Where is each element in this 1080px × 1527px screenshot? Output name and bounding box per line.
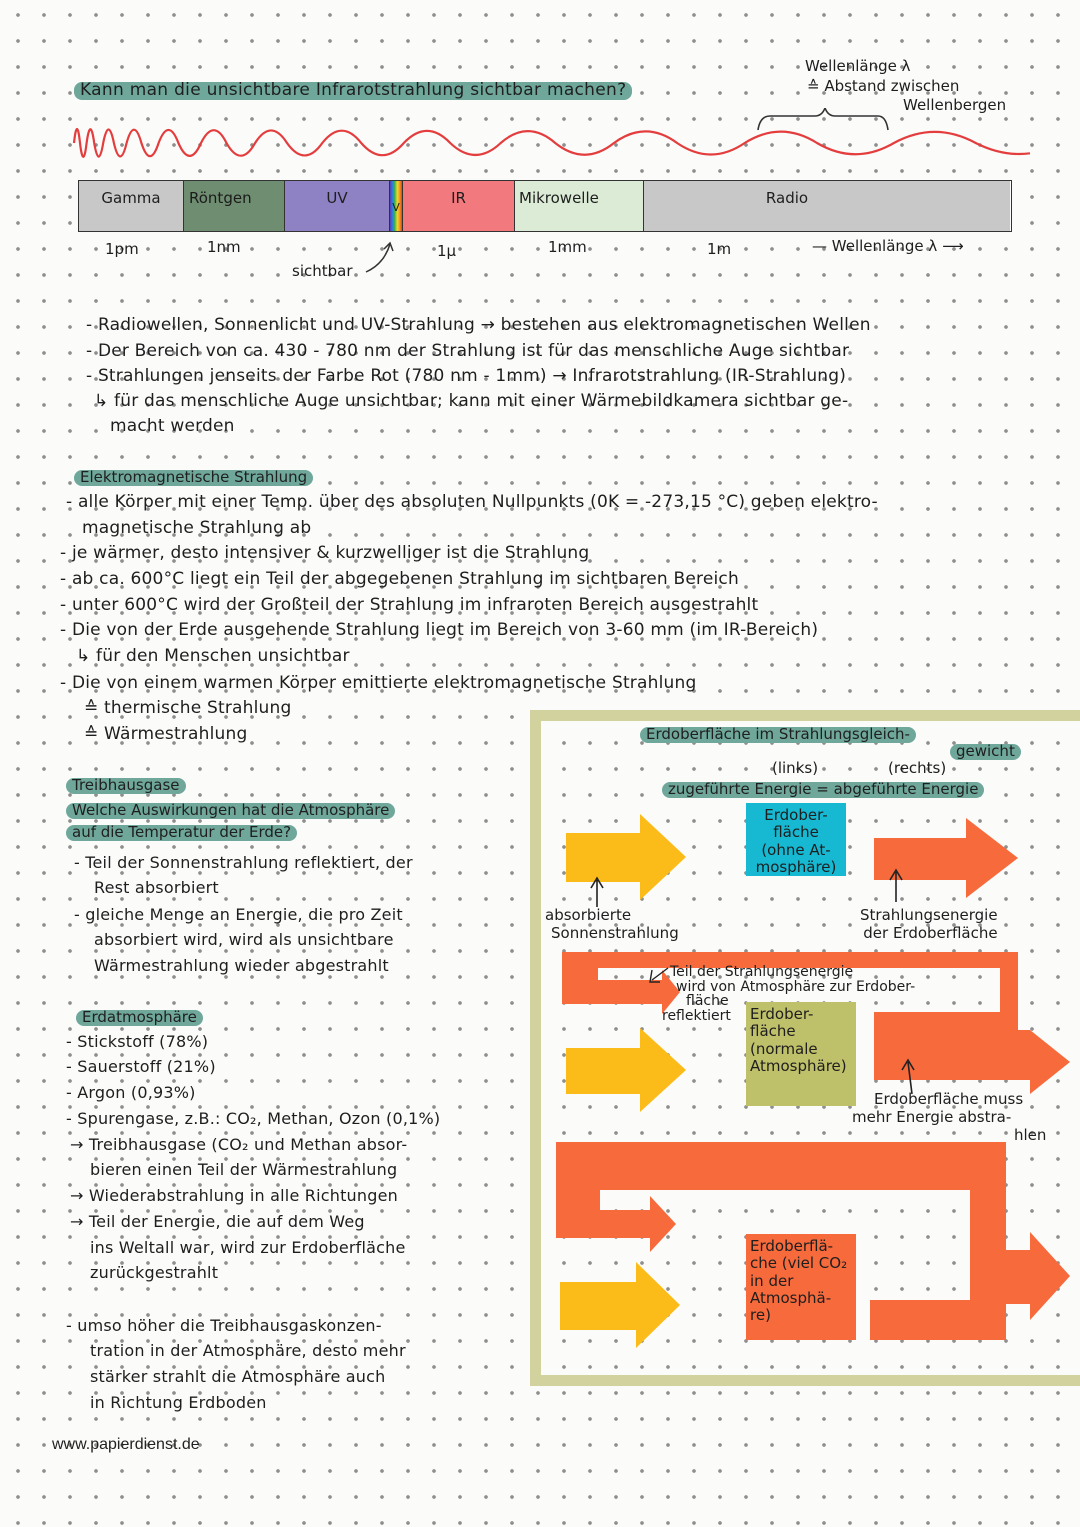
tg-line-1: - Teil der Sonnenstrahlung reflektiert, der xyxy=(74,853,413,872)
spectrum-ir: IR xyxy=(403,181,515,231)
diagram-equation-text: zugeführte Energie = abgeführte Energie xyxy=(662,782,984,798)
tg-question-line-2: auf die Temperatur der Erde? xyxy=(66,825,297,841)
atm-line-6: bieren einen Teil der Wärmestrahlung xyxy=(90,1160,398,1179)
tg-question-line-1: Welche Auswirkungen hat die Atmosphäre xyxy=(66,803,395,819)
atm-line-7: → Wiederabstrahlung in alle Richtungen xyxy=(70,1186,398,1205)
atm-line-13: stärker strahlt die Atmosphäre auch xyxy=(90,1367,386,1386)
atm-line-14: in Richtung Erdboden xyxy=(90,1393,267,1412)
tg-line-4: absorbiert wird, wird als unsichtbare xyxy=(94,930,394,949)
wavelength-axis-label: Wellenlänge λ xyxy=(831,237,938,255)
em-heading-text: Elektromagnetische Strahlung xyxy=(74,470,313,486)
tg-line-3: - gleiche Menge an Energie, die pro Zeit xyxy=(74,905,403,924)
spectrum-roentgen: Röntgen xyxy=(184,181,285,231)
tick-1mu: 1µ xyxy=(437,242,457,260)
intro-bullet-5: macht werden xyxy=(110,416,235,436)
spectrum-gamma: Gamma xyxy=(79,181,184,231)
em-line-10: ≙ Wärmestrahlung xyxy=(84,724,248,744)
yellow-arrow-2 xyxy=(566,1028,686,1112)
reflect-label-3: fläche xyxy=(686,993,729,1010)
atm-line-1: - Stickstoff (78%) xyxy=(66,1032,209,1051)
tg-heading-text: Treibhausgase xyxy=(66,778,186,794)
atm-line-11: - umso höher die Treibhausgaskonzen- xyxy=(66,1316,382,1335)
atm-line-8: → Teil der Energie, die auf dem Weg xyxy=(70,1212,365,1231)
atm-heading-text: Erdatmosphäre xyxy=(76,1010,203,1026)
tg-line-2: Rest absorbiert xyxy=(94,878,219,897)
absorbed-label-2: Sonnenstrahlung xyxy=(551,924,679,942)
radiation-label xyxy=(848,906,998,942)
tick-1mm: 1mm xyxy=(548,238,587,256)
absorbed-label-1: absorbierte xyxy=(545,906,632,924)
radiation-label-1: Strahlungsenergie xyxy=(860,906,998,924)
atm-line-5: → Treibhausgase (CO₂ und Methan absor- xyxy=(70,1135,408,1154)
page-title-text: Kann man die unsichtbare Infrarotstrahlung sichtbar machen? xyxy=(74,82,632,100)
visible-label: sichtbar xyxy=(292,262,353,280)
diagram-left-label: (links) xyxy=(772,759,819,777)
wavelength-axis: — Wellenlänge λ ⟶ xyxy=(812,237,964,255)
intro-bullet-4: ↳ für das menschliche Auge unsichtbar; kann mit einer Wärmebildkamera sichtbar ge- xyxy=(94,391,849,411)
reflect-label-2: wird von Atmosphäre zur Erdober- xyxy=(676,978,916,995)
footer-url[interactable]: www.papierdienst.de xyxy=(52,1436,200,1453)
box-surface-much-co2: Erdoberflä-che (viel CO₂ in der Atmosphä-re) xyxy=(746,1234,856,1340)
tg-line-5: Wärmestrahlung wieder abgestrahlt xyxy=(94,956,389,975)
box-surface-no-atmosphere: Erdober-fläche (ohne At-mosphäre) xyxy=(746,803,846,876)
spectrum-mikrowelle: Mikrowelle xyxy=(515,181,644,231)
radiation-label-2: der Erdoberfläche xyxy=(863,924,998,942)
em-line-3: - je wärmer, desto intensiver & kurzwelliger ist die Strahlung xyxy=(60,543,590,563)
reflect-label-4: reflektiert xyxy=(662,1008,731,1025)
more-energy-label-1: Erdoberfläche muss xyxy=(874,1090,1024,1108)
box-surface-normal-atmosphere: Erdober-fläche (normale Atmosphäre) xyxy=(746,1002,856,1106)
diagram-right-label: (rechts) xyxy=(888,759,947,777)
reflect-label-1: Teil der Strahlungsenergie xyxy=(670,964,854,980)
wave-note-line-1: Wellenlänge λ xyxy=(805,57,911,75)
spectrum-radio: Radio xyxy=(644,181,1010,231)
spectrum-visible: V xyxy=(390,181,403,231)
diagram-title-line-2: gewicht xyxy=(950,744,1021,760)
atm-line-3: - Argon (0,93%) xyxy=(66,1083,196,1102)
em-line-5: - unter 600°C wird der Großteil der Strahlung im infraroten Bereich ausgestrahlt xyxy=(60,595,759,615)
atm-line-12: tration in der Atmosphäre, desto mehr xyxy=(90,1341,406,1360)
more-energy-label-3: hlen xyxy=(1014,1126,1047,1144)
absorbed-pointer xyxy=(591,878,603,907)
wave-note-line-3: Wellenbergen xyxy=(903,96,1007,114)
wave-note-line-2: ≙ Abstand zwischen xyxy=(807,76,960,95)
diagram-title-line-1: Erdoberfläche im Strahlungsgleich- xyxy=(640,727,916,743)
spectrum-uv: UV xyxy=(285,181,390,231)
tick-1m: 1m xyxy=(707,240,732,258)
tick-1pm: 1pm xyxy=(105,240,139,258)
em-line-6: - Die von der Erde ausgehende Strahlung liegt im Bereich von 3-60 mm (im IR-Bereich) xyxy=(60,620,819,640)
em-line-2: magnetische Strahlung ab xyxy=(82,518,312,538)
em-line-1: - alle Körper mit einer Temp. über des absoluten Nullpunkts (0K = -273,15 °C) geben elektro- xyxy=(66,492,878,512)
atm-line-2: - Sauerstoff (21%) xyxy=(66,1057,216,1076)
intro-bullet-1: - Radiowellen, Sonnenlicht und UV-Strahlung → bestehen aus elektromagnetischen Wellen xyxy=(86,315,871,335)
tick-1nm: 1nm xyxy=(207,238,241,256)
reflect-label xyxy=(664,965,915,1024)
em-line-4: - ab ca. 600°C liegt ein Teil der abgegebenen Strahlung im sichtbaren Bereich xyxy=(60,569,739,589)
em-line-7: ↳ für den Menschen unsichtbar xyxy=(76,646,350,666)
intro-bullet-3: - Strahlungen jenseits der Farbe Rot (780 nm - 1mm) → Infrarotstrahlung (IR-Strahlung) xyxy=(86,366,847,386)
em-line-9: ≙ thermische Strahlung xyxy=(84,698,292,718)
em-line-8: - Die von einem warmen Körper emittierte elektromagnetische Strahlung xyxy=(60,673,697,693)
yellow-arrow-3 xyxy=(560,1262,680,1348)
atm-line-9: ins Weltall war, wird zur Erdoberfläche xyxy=(90,1238,406,1257)
atm-line-10: zurückgestrahlt xyxy=(90,1263,219,1282)
absorbed-label xyxy=(545,906,679,942)
more-energy-label-2: mehr Energie abstra- xyxy=(852,1108,1012,1126)
yellow-arrow-1 xyxy=(566,814,686,900)
intro-bullet-2: - Der Bereich von ca. 430 - 780 nm der Strahlung ist für das menschliche Auge sichtbar xyxy=(86,341,850,361)
more-energy-label xyxy=(852,1090,1046,1144)
atm-line-4: - Spurengase, z.B.: CO₂, Methan, Ozon (0,1%) xyxy=(66,1109,441,1128)
